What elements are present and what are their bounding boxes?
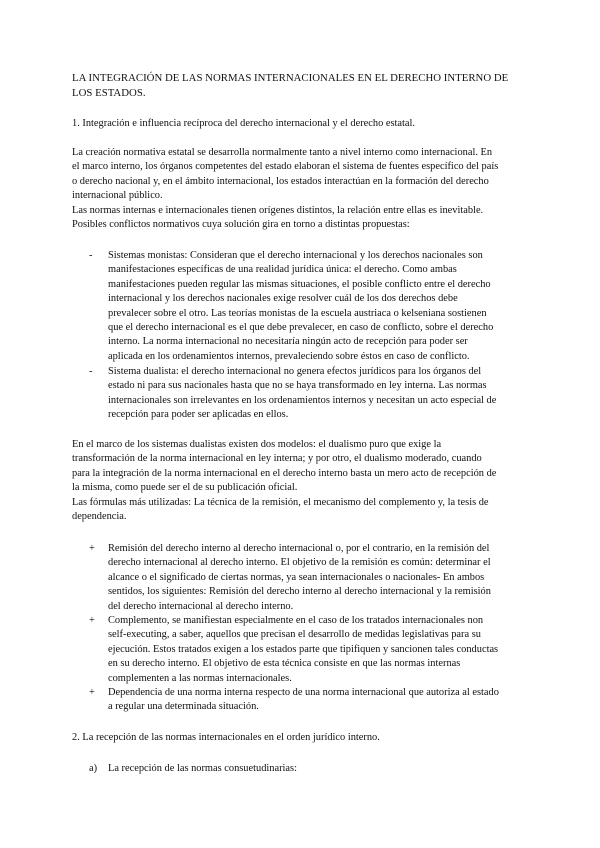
text-line: manifestaciones específicas de una realidad jurídica única: el derecho. Como ambas [108, 264, 457, 276]
paragraph-dualism-models [72, 438, 528, 524]
section-2-heading: 2. La recepción de las normas internacionales en el orden jurídico interno. [72, 732, 380, 743]
text-line: interno. La norma internacional no necesitaría ningún acto de recepción para poder ser [108, 336, 468, 348]
text-line: self-executing, a saber, aquellos que precisan el desarrollo de medidas legislativas para su [108, 629, 481, 641]
plus-bullet: + [89, 687, 95, 698]
list-item-text [108, 686, 528, 715]
text-line: internacional y los derechos nacionales exige resolver cuál de los dos derechos debe [108, 293, 458, 305]
text-line: o derecho nacional y, en el ámbito internacional, los estados interactúan en la formación del derecho [72, 175, 489, 187]
text-line: ejecución. Estos tratados exigen a los estados parte que tipifiquen y sancionen tales conductas [108, 643, 499, 655]
text-line: dependencia. [72, 511, 127, 523]
text-line: la misma, como puede ser el de su publicación oficial. [72, 482, 298, 494]
text-line: en su derecho interno. El objetivo de esta técnica consiste en que las normas internas [108, 658, 461, 670]
dash-bullet: - [89, 366, 93, 377]
plus-bullet: + [89, 615, 95, 626]
text-line: Complemento, se manifiestan especialmente en el caso de los tratados internacionales non [108, 615, 484, 626]
title-line: LOS ESTADOS. [72, 87, 146, 99]
list-item-text [108, 249, 528, 364]
text-line: recepción para poder ser aplicadas en ellos. [108, 409, 289, 421]
text-line: internacional público. [72, 190, 163, 202]
text-line: sentidos, los siguientes: Remisión del derecho interno al derecho internacional y la remisión [108, 586, 491, 598]
text-line: transformación de la norma internacional en ley interna; y por otro, el dualismo moderado, cuando [72, 453, 482, 465]
text-line: La creación normativa estatal se desarrolla normalmente tanto a nivel interno como internacional. En [72, 147, 493, 158]
text-line: En el marco de los sistemas dualistas existen dos modelos: el dualismo puro que exige la [72, 439, 442, 450]
text-line: estado ni para sus nacionales hasta que no se haya transformado en ley interna. Las normas [108, 380, 487, 392]
paragraph-intro [72, 146, 528, 232]
text-line: Sistema dualista: el derecho internacional no genera efectos jurídicos para los órganos del [108, 366, 482, 377]
text-line: manifestaciones pueden regular las mismas situaciones, el posible conflicto entre el derecho [108, 278, 491, 290]
text-line: Remisión del derecho interno al derecho internacional o, por el contrario, en la remisión del [108, 543, 490, 554]
text-line: que el derecho internacional es el que debe prevalecer, en caso de conflicto, sobre el derecho [108, 322, 494, 334]
text-line: Posibles conflictos normativos cuya solución gira en torno a distintas propuestas: [72, 219, 410, 231]
text-line: alcance o el significado de ciertas normas, ya sean internacionales o nacionales- En ambos [108, 571, 485, 583]
text-line: derecho internacional al derecho interno. El objetivo de la remisión es común: determinar el [108, 557, 491, 569]
text-line: del derecho internacional al derecho interno. [108, 600, 294, 612]
list-item-text [108, 365, 528, 423]
text-line: Las fórmulas más utilizadas: La técnica de la remisión, el mecanismo del complemento y, la tesis de [72, 496, 489, 508]
subsection-a-heading: La recepción de las normas consuetudinarias: [108, 763, 297, 774]
list-item-text [108, 542, 528, 614]
text-line: para la integración de la norma internacional en el derecho interno basta un mero acto de recepción de [72, 467, 497, 479]
text-line: aplicada en los ordenamientos internos, prevaleciendo sobre éstos en caso de conflicto. [108, 350, 470, 362]
text-line: Dependencia de una norma interna respecto de una norma internacional que autoriza al estado [108, 687, 499, 698]
text-line: complementen a las normas internacionales. [108, 672, 292, 684]
document-title [72, 71, 528, 101]
text-line: prevalecer sobre el otro. Las teorías monistas de la escuela austriaca o kelseniana sostienen [108, 307, 487, 319]
text-line: a regular una determinada situación. [108, 701, 259, 713]
list-item-text [108, 614, 528, 686]
subsection-marker: a) [89, 763, 98, 774]
title-line: LA INTEGRACIÓN DE LAS NORMAS INTERNACIONALES EN EL DERECHO INTERNO DE [72, 72, 509, 84]
text-line: Sistemas monistas: Consideran que el derecho internacional y los derechos nacionales son [108, 250, 483, 261]
section-1-heading: 1. Integración e influencia recíproca del derecho internacional y el derecho estatal. [72, 118, 416, 129]
text-line: Las normas internas e internacionales tienen orígenes distintos, la relación entre ellas es inevitable. [72, 204, 484, 216]
dash-bullet: - [89, 250, 93, 261]
text-line: el marco interno, los órganos competentes del estado elaboran el sistema de fuentes específico del país [72, 161, 499, 173]
plus-bullet: + [89, 543, 95, 554]
text-line: internacionales son irrelevantes en los ordenamientos internos y necesitan un acto especial de [108, 394, 497, 406]
